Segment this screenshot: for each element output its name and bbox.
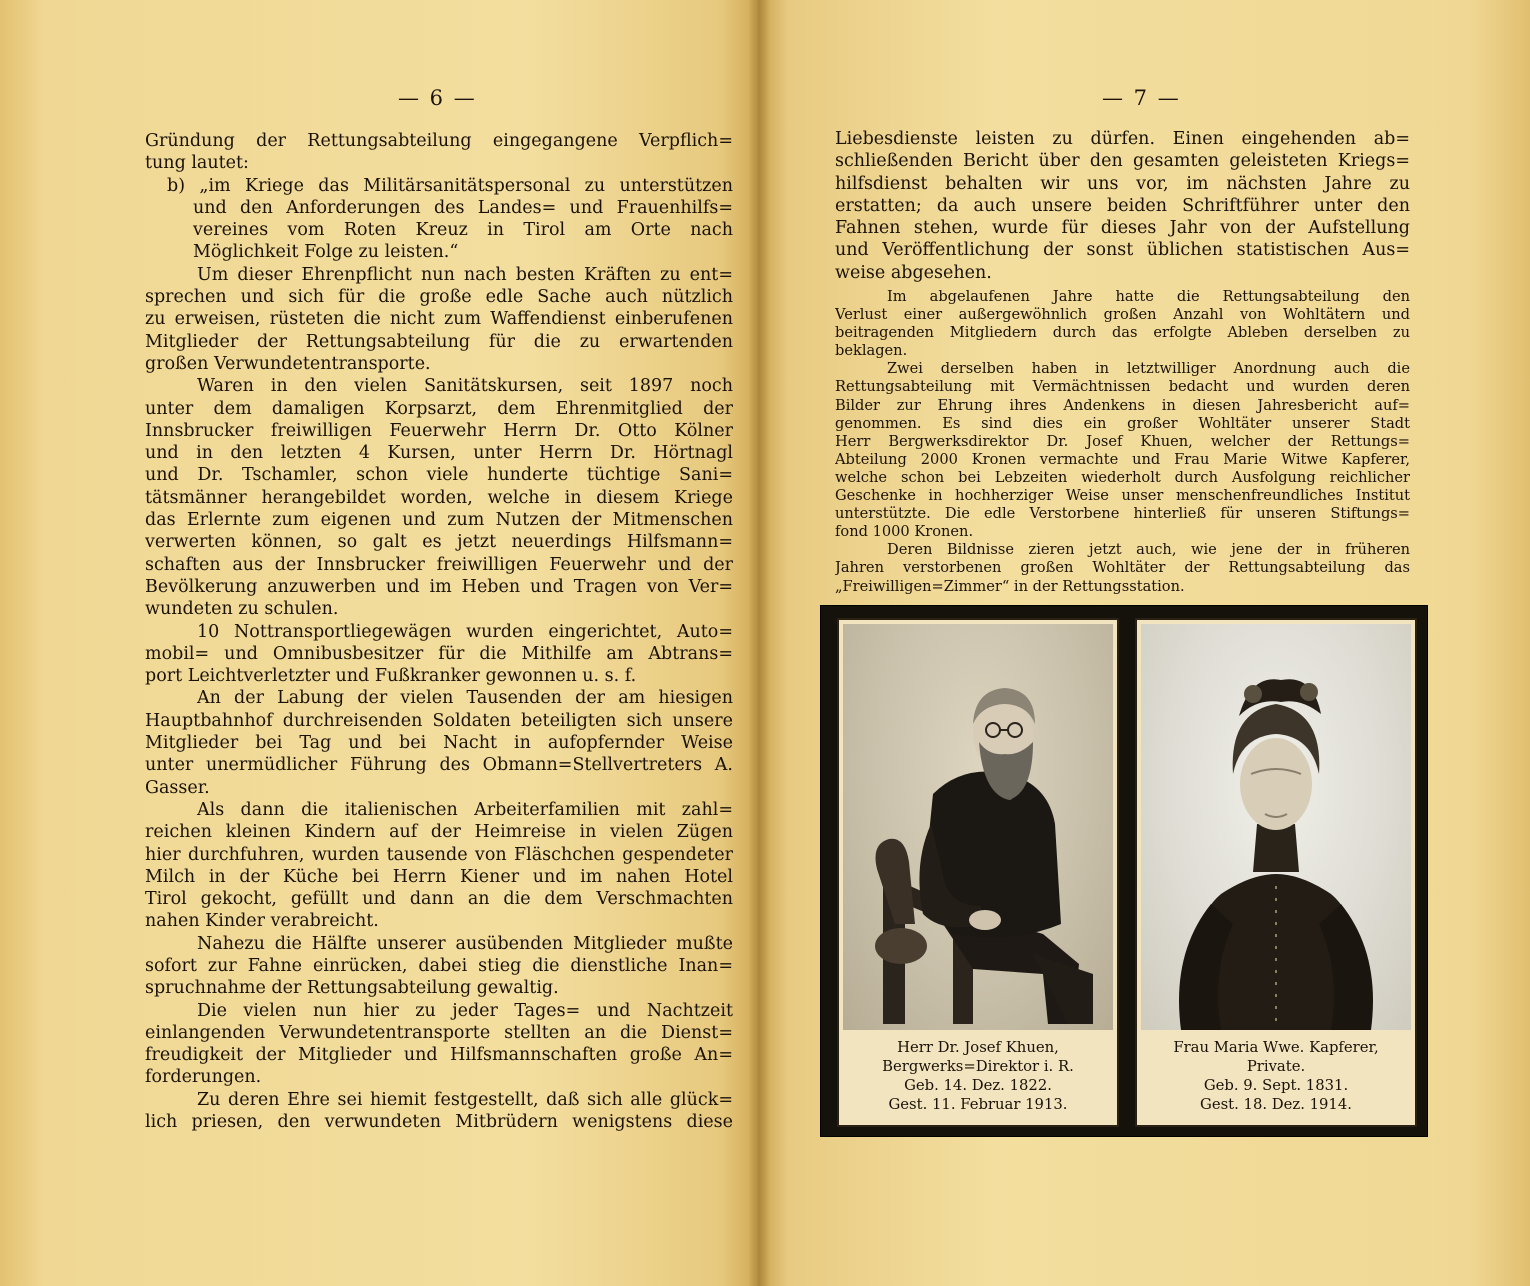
text-line: und Dr. Tschamler, schon viele hunderte tüchtige Sani= — [145, 465, 733, 486]
text-line: und Veröffentlichung der sonst üblichen statistischen Aus= — [835, 240, 1410, 261]
text-line: 10 Nottransportliegewägen wurden eingerichtet, Auto= — [197, 621, 733, 642]
text-line: forderungen. — [145, 1067, 262, 1088]
portrait-plate — [820, 605, 1428, 1137]
page-number-right: — 7 — — [1102, 86, 1181, 110]
text-line: tung lautet: — [145, 153, 249, 174]
portrait-photo-woman — [1141, 624, 1411, 1030]
text-line: schaften aus der Innsbrucker freiwilligen Feuerwehr und der — [145, 554, 733, 575]
text-line: schließenden Bericht über den gesamten geleisteten Kriegs= — [835, 151, 1410, 172]
text-line: unterstützte. Die edle Verstorbene hinterließ für unseren Stiftungs= — [835, 505, 1410, 523]
text-line: Jahren verstorbenen großen Wohltäter der Rettungsabteilung das — [835, 559, 1410, 577]
woman-portrait-illustration — [1141, 624, 1411, 1030]
text-line: Innsbrucker freiwilligen Feuerwehr Herrn Dr. Otto Kölner — [145, 420, 733, 441]
portrait-caption-khuen — [839, 1038, 1117, 1114]
caption-line: Geb. 14. Dez. 1822. — [904, 1077, 1052, 1094]
portrait-caption-kapferer — [1137, 1038, 1415, 1114]
text-line: Bevölkerung anzuwerben und im Heben und Tragen von Ver= — [145, 576, 733, 597]
text-line: weise abgesehen. — [835, 262, 992, 283]
text-line: Tirol gekocht, gefüllt und dann an die dem Verschmachten — [145, 889, 733, 910]
text-line: zu erweisen, rüsteten die nicht zum Waffendienst einberufenen — [145, 309, 733, 330]
text-line: b) „im Kriege das Militärsanitätspersonal zu unterstützen — [167, 175, 733, 196]
text-line: verwerten können, so galt es jetzt neuerdings Hilfsmann= — [145, 532, 733, 553]
text-line: Im abgelaufenen Jahre hatte die Rettungsabteilung den — [887, 288, 1410, 305]
text-line: „Freiwilligen=Zimmer“ in der Rettungsstation. — [835, 577, 1185, 595]
text-line: genommen. Es sind dies ein großer Wohltäter unserer Stadt — [835, 414, 1410, 432]
text-line: Mitglieder der Rettungsabteilung für die zu erwartenden — [145, 331, 733, 352]
text-line: wundeten zu schulen. — [145, 599, 339, 620]
text-line: Waren in den vielen Sanitätskursen, seit 1897 noch — [197, 376, 733, 397]
text-line: Möglichkeit Folge zu leisten.“ — [193, 242, 459, 263]
text-line: hilfsdienst behalten wir uns vor, im nächsten Jahre zu — [835, 173, 1410, 194]
page-number-left: — 6 — — [398, 86, 477, 110]
text-line: vereines vom Roten Kreuz in Tirol am Orte nach — [193, 220, 733, 241]
text-line: welche schon bei Lebzeiten wiederholt durch Ausfolgung reichlicher — [835, 468, 1410, 486]
text-line: tätsmänner herangebildet worden, welche in diesem Kriege — [145, 487, 733, 508]
text-line: einlangenden Verwundetentransporte stellten an die Dienst= — [145, 1022, 733, 1043]
text-line: großen Verwundetentransporte. — [145, 353, 431, 374]
text-line: sprechen und sich für die große edle Sache auch nützlich — [145, 287, 733, 308]
text-line: Gasser. — [145, 777, 210, 798]
text-line: mobil= und Omnibusbesitzer für die Mithilfe am Abtrans= — [145, 643, 733, 664]
text-line: unter unermüdlicher Führung des Obmann=Stellvertreters A. — [145, 755, 733, 776]
text-line: Verlust einer außergewöhnlich großen Anzahl von Wohltätern und — [835, 306, 1410, 324]
text-line: Deren Bildnisse zieren jetzt auch, wie jene der in früheren — [887, 541, 1410, 559]
text-line: Abteilung 2000 Kronen vermachte und Frau Marie Witwe Kapferer, — [835, 450, 1410, 468]
text-line: Herr Bergwerksdirektor Dr. Josef Khuen, welcher der Rettungs= — [835, 432, 1410, 450]
text-line: Liebesdienste leisten zu dürfen. Einen eingehenden ab= — [835, 129, 1410, 149]
text-line: sofort zur Fahne einrücken, dabei stieg die dienstliche Inan= — [145, 955, 733, 976]
text-line: Milch in der Küche bei Herrn Kiener und im nahen Hotel — [145, 866, 733, 887]
portrait-khuen — [837, 618, 1119, 1127]
caption-line: Gest. 11. Februar 1913. — [888, 1096, 1068, 1113]
text-line: das Erlernte zum eigenen und zum Nutzen der Mitmenschen — [145, 510, 733, 531]
caption-line: Geb. 9. Sept. 1831. — [1203, 1077, 1349, 1094]
caption-line: Gest. 18. Dez. 1914. — [1200, 1096, 1352, 1113]
text-line: Mitglieder bei Tag und bei Nacht in aufopfernder Weise — [145, 733, 733, 754]
text-line: Fahnen stehen, wurde für dieses Jahr von der Aufstellung — [835, 218, 1410, 239]
text-line: port Leichtverletzter und Fußkranker gewonnen u. s. f. — [145, 666, 637, 687]
text-line: nahen Kinder verabreicht. — [145, 911, 379, 932]
text-line: Um dieser Ehrenpflicht nun nach besten Kräften zu ent= — [197, 264, 733, 285]
text-line: Zu deren Ehre sei hiemit festgestellt, daß sich alle glück= — [197, 1089, 733, 1110]
right-page-body — [835, 128, 1410, 284]
text-line: lich priesen, den verwundeten Mitbrüdern wenigstens diese — [145, 1112, 733, 1133]
text-line: Als dann die italienischen Arbeiterfamilien mit zahl= — [197, 799, 733, 820]
text-line: unter dem damaligen Korpsarzt, dem Ehrenmitglied der — [145, 398, 733, 419]
caption-line: Bergwerks=Direktor i. R. — [882, 1058, 1074, 1075]
text-line: beklagen. — [835, 342, 908, 360]
right-page-small-print — [835, 288, 1410, 596]
text-line: reichen kleinen Kindern auf der Heimreise in vielen Zügen — [145, 822, 733, 843]
text-line: Geschenke in hochherziger Weise unser menschenfreundliches Institut — [835, 487, 1410, 505]
text-line: Die vielen nun hier zu jeder Tages= und Nachtzeit — [197, 1000, 733, 1021]
text-line: spruchnahme der Rettungsabteilung gewaltig. — [145, 978, 559, 999]
text-line: Gründung der Rettungsabteilung eingegangene Verpflich= — [145, 131, 733, 151]
caption-line: Private. — [1246, 1058, 1306, 1075]
text-line: beitragenden Mitgliedern durch das erfolgte Ableben derselben zu — [835, 324, 1410, 342]
portrait-kapferer — [1135, 618, 1417, 1127]
text-line: Hauptbahnhof durchreisenden Soldaten beteiligten sich unsere — [145, 710, 733, 731]
text-line: Bilder zur Ehrung ihres Andenkens in diesen Jahresbericht auf= — [835, 396, 1410, 414]
text-line: und in den letzten 4 Kursen, unter Herrn Dr. Hörtnagl — [145, 443, 733, 464]
left-page-body — [145, 130, 733, 1133]
caption-line: Frau Maria Wwe. Kapferer, — [1173, 1039, 1379, 1056]
portrait-photo-man — [843, 624, 1113, 1030]
text-line: Rettungsabteilung mit Vermächtnissen bedacht und wurden deren — [835, 378, 1410, 396]
seated-man-illustration — [843, 624, 1113, 1030]
caption-line: Herr Dr. Josef Khuen, — [897, 1039, 1059, 1056]
text-line: und den Anforderungen des Landes= und Frauenhilfs= — [193, 197, 733, 218]
text-line: Zwei derselben haben in letztwilliger Anordnung auch die — [887, 360, 1410, 378]
text-line: hier durchfuhren, wurden tausende von Fläschchen gespendeter — [145, 844, 733, 865]
text-line: Nahezu die Hälfte unserer ausübenden Mitglieder mußte — [197, 933, 733, 954]
text-line: fond 1000 Kronen. — [835, 523, 974, 541]
text-line: freudigkeit der Mitglieder und Hilfsmannschaften große An= — [145, 1045, 733, 1066]
text-line: An der Labung der vielen Tausenden der am hiesigen — [197, 688, 733, 709]
text-line: erstatten; da auch unsere beiden Schriftführer unter den — [835, 195, 1410, 216]
book-gutter — [748, 0, 770, 1286]
